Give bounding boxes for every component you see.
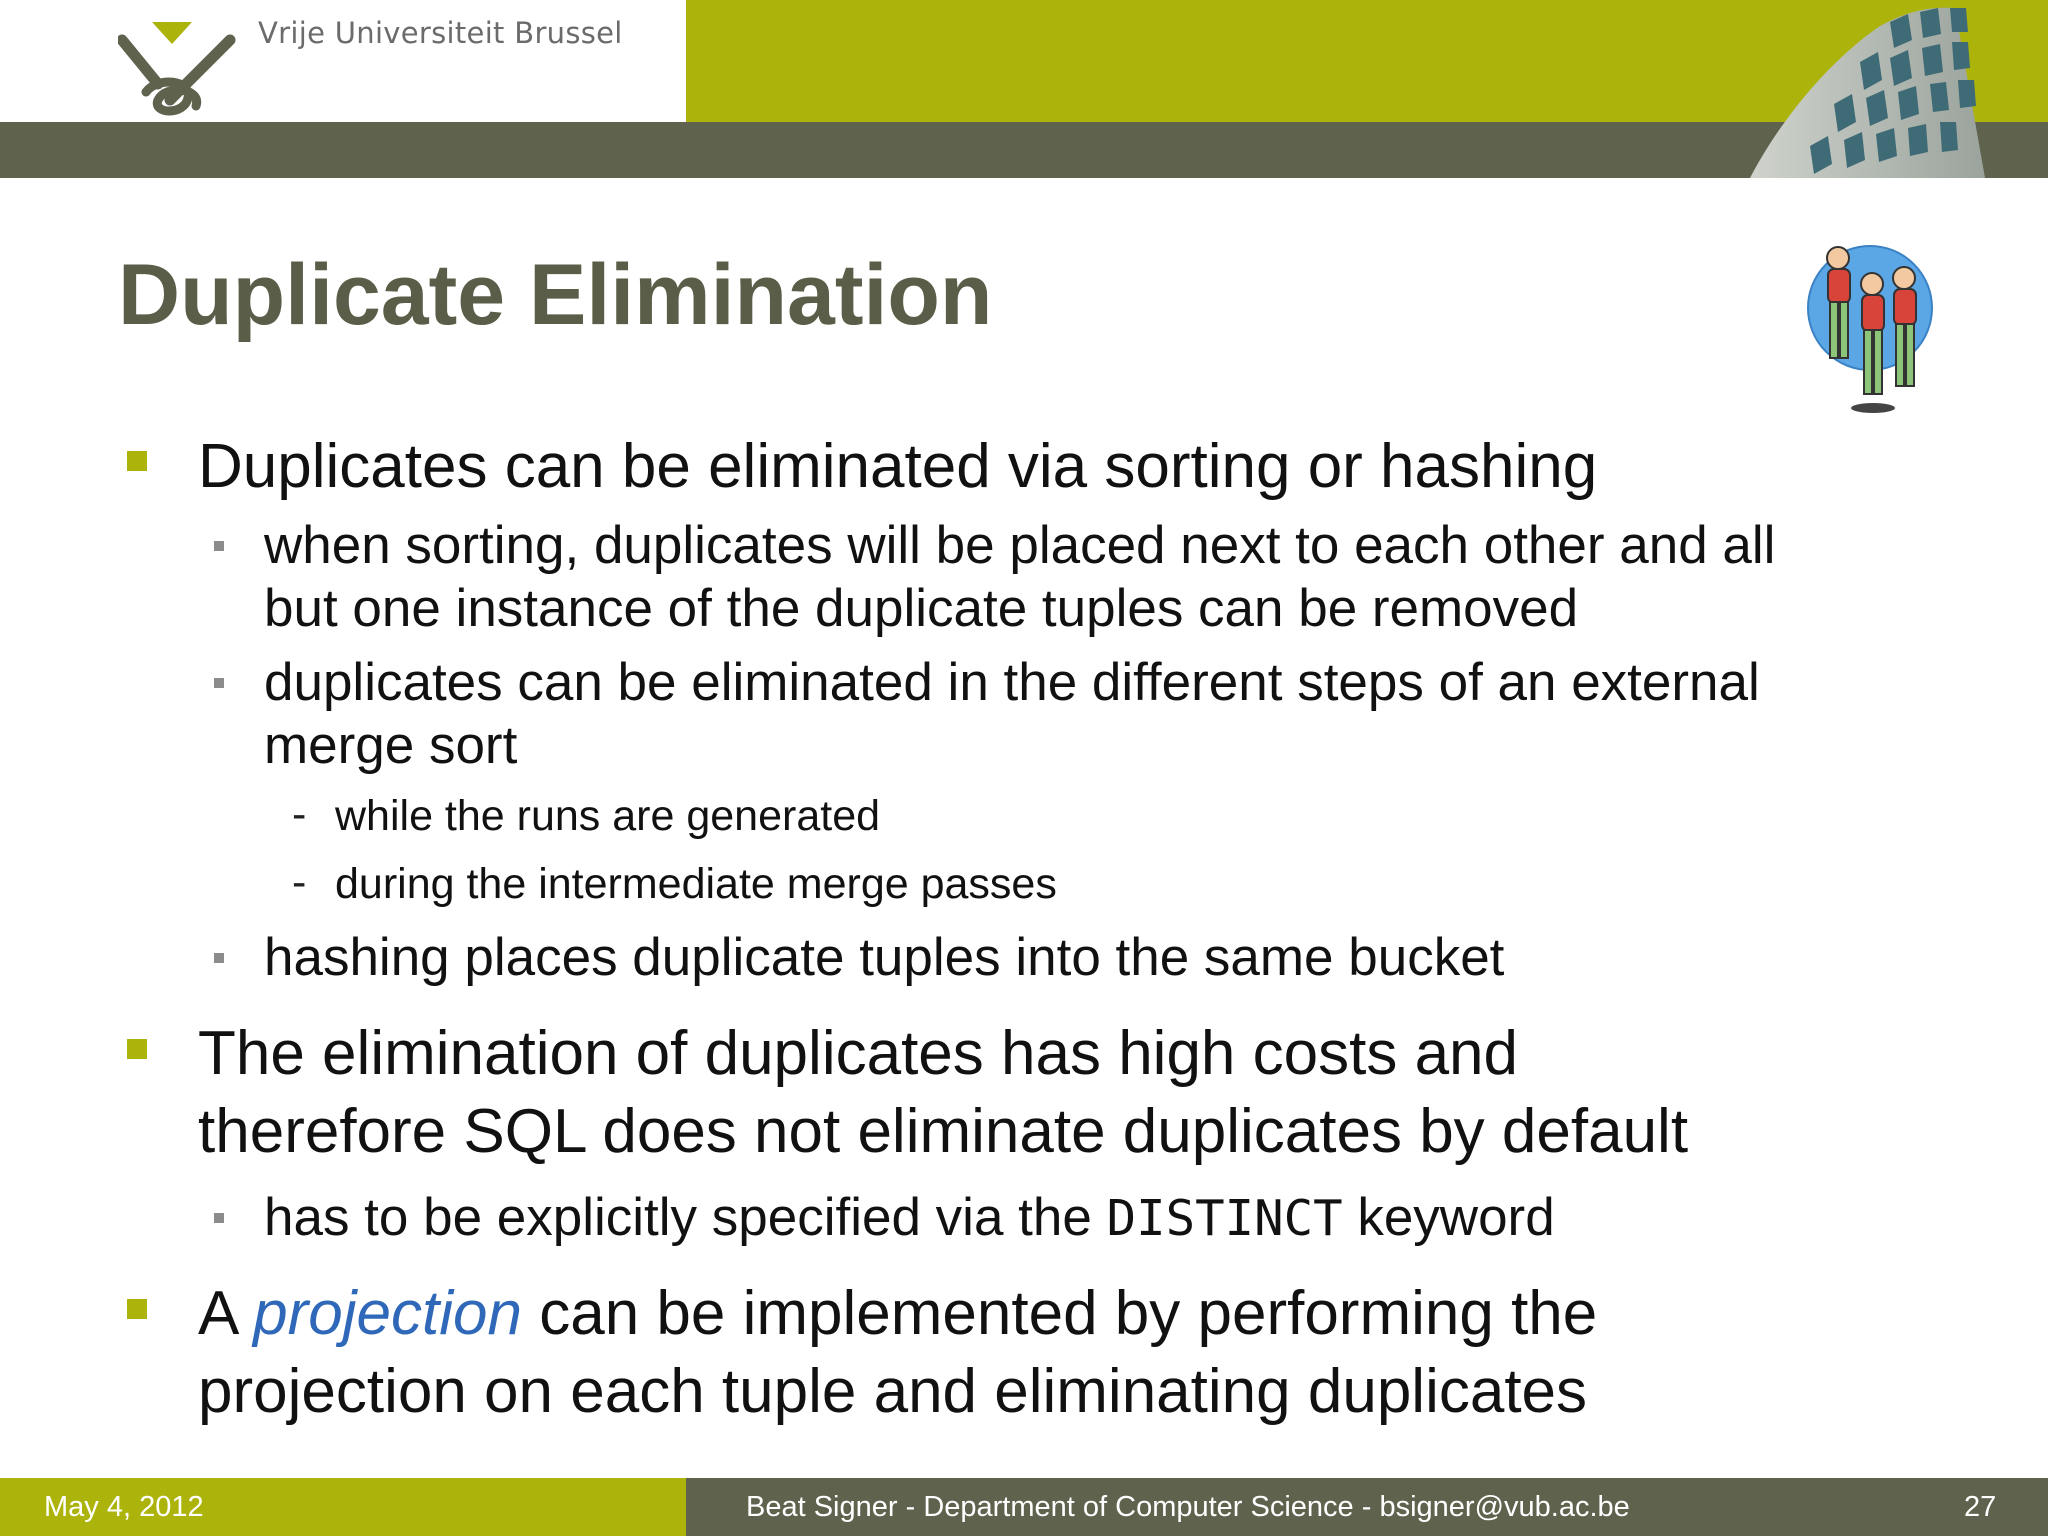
bullet-level3-text: while the runs are generated — [335, 792, 881, 840]
bullet-level3-text: during the intermediate merge passes — [335, 860, 1057, 908]
bullet-marker — [214, 678, 224, 688]
bullet-marker — [127, 1299, 147, 1319]
vub-logo-icon — [118, 18, 238, 118]
bullet-level2-text: when sorting, duplicates will be placed next to each other and all but one instance of the duplicate tuples can be removed — [264, 516, 1776, 638]
bullet-level1-text: The elimination of duplicates has high costs and therefore SQL does not eliminate duplicates by default — [198, 1019, 1689, 1166]
dash-marker: - — [292, 790, 307, 838]
distinct-keyword: DISTINCT — [1106, 1190, 1343, 1247]
building-photo-icon — [1740, 0, 2000, 178]
bullet-level1-text: Duplicates can be eliminated via sorting or hashing — [198, 432, 1598, 501]
slide-title: Duplicate Elimination — [118, 247, 993, 343]
projection-term: projection — [253, 1279, 522, 1348]
bullet-marker — [214, 541, 224, 551]
bullet-level2-text: duplicates can be eliminated in the different steps of an external merge sort — [264, 653, 1760, 775]
footer-author: Beat Signer - Department of Computer Science - bsigner@vub.ac.be — [746, 1491, 1630, 1523]
bullet-marker — [127, 1039, 147, 1059]
bullet-marker — [214, 1213, 224, 1223]
bullet-level1-text: A projection can be implemented by performing the projection on each tuple and eliminating duplicates — [198, 1279, 1598, 1426]
three-identical-people-icon — [1800, 238, 1940, 420]
page-number: 27 — [1964, 1491, 1997, 1523]
bullet-marker — [214, 953, 224, 963]
university-name: Vrije Universiteit Brussel — [258, 16, 623, 50]
dash-marker: - — [292, 858, 307, 906]
footer-date: May 4, 2012 — [44, 1491, 204, 1523]
bullet-level2-text: has to be explicitly specified via the DISTINCT keyword — [264, 1188, 1555, 1247]
bullet-marker — [127, 451, 147, 471]
bullet-level2-text: hashing places duplicate tuples into the same bucket — [264, 928, 1505, 987]
